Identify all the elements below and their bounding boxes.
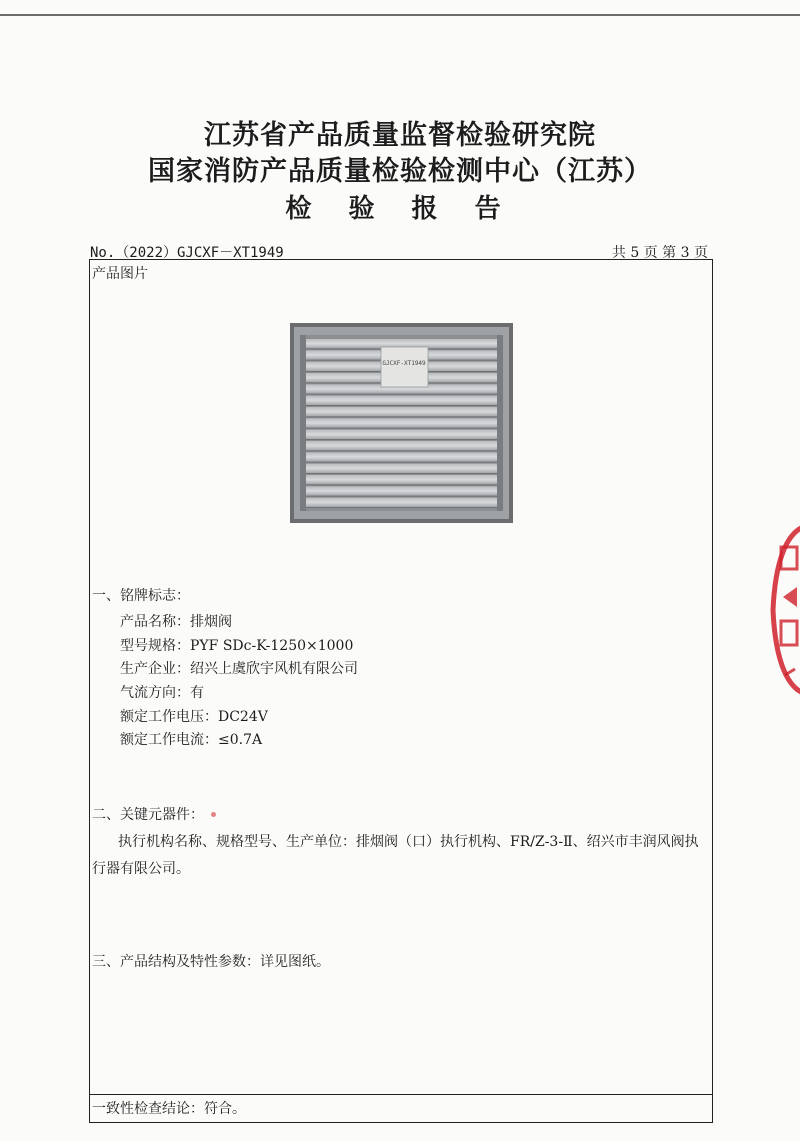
nameplate-rated-current: 额定工作电流：≤0.7A [120,732,263,749]
top-rule [0,14,800,16]
damper-blade [306,441,497,450]
damper-blade [306,475,497,484]
nameplate-heading: 一、铭牌标志： [92,588,190,604]
report-number: No.（2022）GJCXF－XT1949 [90,245,284,261]
conclusion-divider [89,1094,713,1095]
nameplate-rated-voltage: 额定工作电压：DC24V [120,708,268,725]
nameplate-model: 型号规格：PYF SDc-K-1250×1000 [120,637,354,654]
org-name-line2: 国家消防产品质量检验检测中心（江苏） [148,156,652,187]
nameplate-airflow-direction: 气流方向：有 [120,685,204,702]
nameplate-list [120,611,358,753]
conformity-conclusion: 一致性检查结论：符合。 [92,1101,246,1117]
damper-blade [306,407,497,416]
product-photo-label: 产品图片 [92,266,148,282]
red-seal-stamp [763,525,800,695]
damper-blade [306,452,497,461]
ink-speck [211,812,216,817]
sample-tag-text: GJCXF-XT1949 [382,360,426,367]
report-header [0,118,800,228]
page-indicator: 共 5 页 第 3 页 [611,245,708,261]
structure-heading: 三、产品结构及特性参数：详见图纸。 [92,954,330,970]
damper-blade [306,464,497,473]
sample-tag [381,347,428,387]
damper-blade [306,396,497,405]
key-components-text: 执行机构名称、规格型号、生产单位：排烟阀（口）执行机构、FR/Z-3-Ⅱ、绍兴市丰润风阀执行器有限公司。 [92,834,699,877]
damper-blade [306,498,497,507]
damper-blade [306,418,497,427]
key-components-heading: 二、关键元器件： [92,807,204,823]
org-name-line1: 江苏省产品质量监督检验研究院 [204,120,596,151]
doc-title: 检 验 报 告 [285,194,515,224]
nameplate-product-name: 产品名称：排烟阀 [120,614,232,630]
damper-blade [306,486,497,495]
nameplate-manufacturer: 生产企业：绍兴上虞欣宇风机有限公司 [120,661,358,678]
product-photo [290,323,513,523]
damper-blade [306,430,497,439]
